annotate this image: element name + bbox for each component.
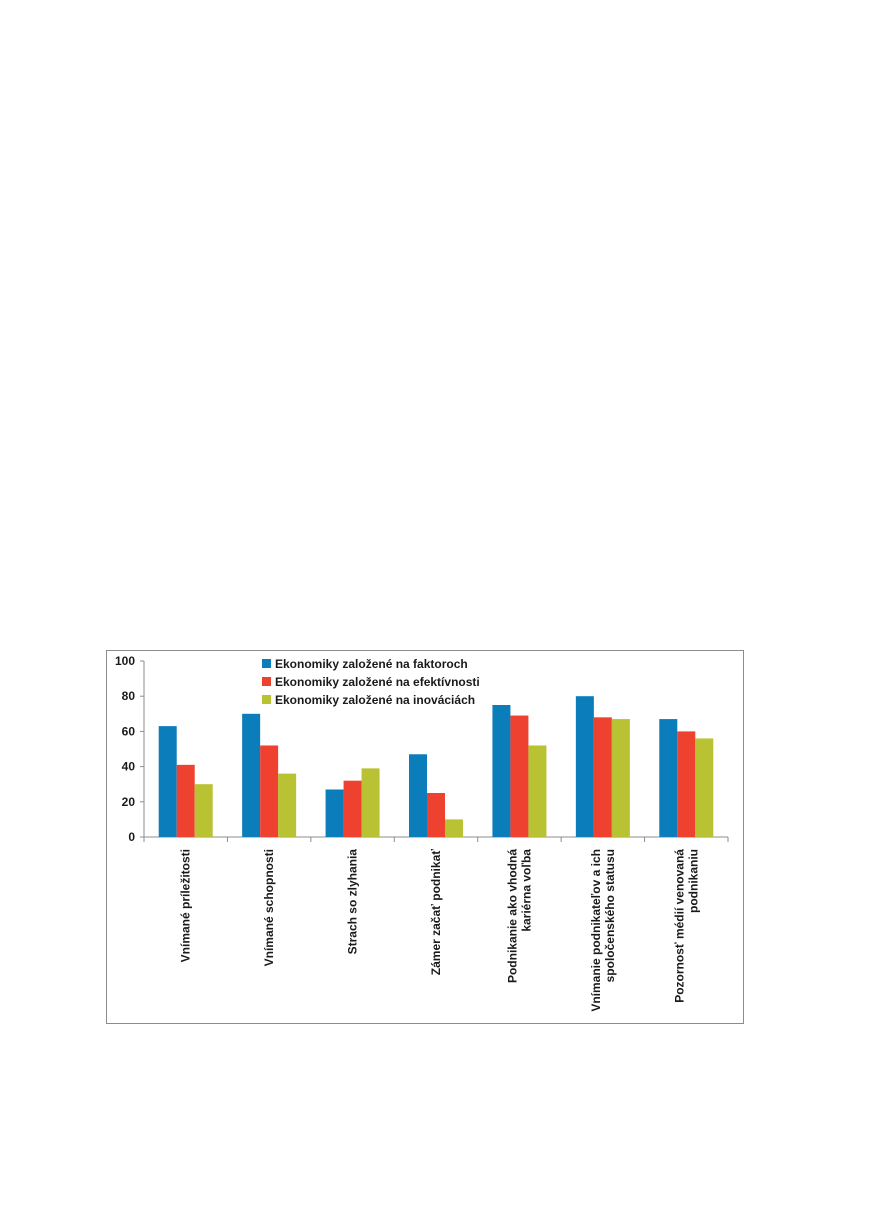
bar (260, 745, 278, 837)
category-label: podnikaniu (686, 849, 701, 913)
bar (492, 705, 510, 837)
legend-swatch (262, 695, 271, 704)
category-label: Vnímané schopnosti (262, 849, 277, 967)
bar (445, 819, 463, 837)
category-label: Vnímané príležitosti (178, 849, 193, 963)
bar (659, 719, 677, 837)
bar-chart (107, 651, 745, 1025)
legend-swatch (262, 677, 271, 686)
legend-label: Ekonomiky založené na inováciách (275, 693, 476, 707)
bar (427, 793, 445, 837)
y-tick-label: 80 (121, 689, 135, 704)
bar (326, 789, 344, 837)
bar (195, 784, 213, 837)
category-label: Zámer začať podnikať (429, 849, 443, 976)
bar (528, 745, 546, 837)
bar (594, 717, 612, 837)
bar (510, 716, 528, 837)
chart-frame (106, 650, 744, 1024)
y-tick-label: 100 (114, 654, 135, 668)
category-label: kariérna voľba (519, 849, 534, 932)
legend-swatch (262, 659, 271, 668)
category-label: spoločenského statusu (602, 849, 617, 983)
bar (242, 714, 260, 837)
bar (362, 768, 380, 837)
y-tick-label: 20 (121, 794, 135, 809)
legend-label: Ekonomiky založené na efektívnosti (275, 675, 480, 689)
category-label: Pozornosť médií venovaná (672, 849, 687, 1003)
bar (278, 774, 296, 837)
bar (177, 765, 195, 837)
y-tick-label: 60 (121, 724, 135, 739)
y-tick-label: 0 (128, 830, 135, 844)
category-label: Podnikanie ako vhodná (505, 849, 520, 984)
bar (409, 754, 427, 837)
category-label: Vnímanie podnikateľov a ich (588, 849, 603, 1012)
bar (695, 738, 713, 837)
bar (576, 696, 594, 837)
bar (612, 719, 630, 837)
bar (159, 726, 177, 837)
bar (677, 731, 695, 837)
category-label: Strach so zlyhania (345, 849, 360, 955)
legend-label: Ekonomiky založené na faktoroch (275, 657, 468, 671)
bar (344, 781, 362, 837)
y-tick-label: 40 (121, 759, 135, 774)
